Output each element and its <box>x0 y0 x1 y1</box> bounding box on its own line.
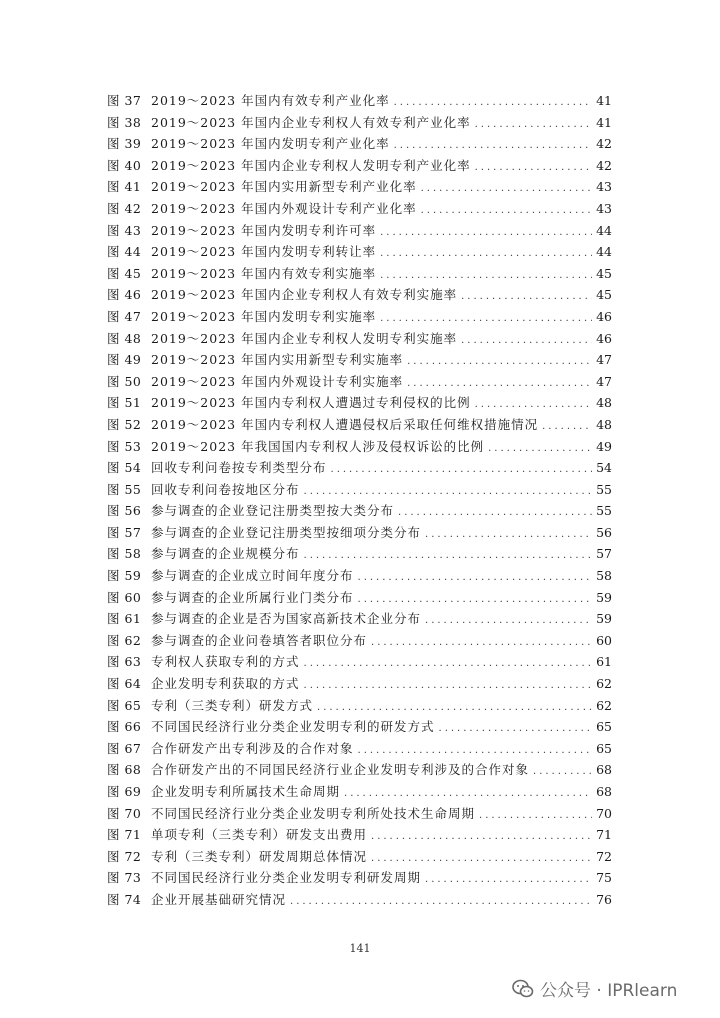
dot-leader <box>394 135 592 157</box>
figure-number: 图 39 <box>107 136 142 152</box>
dot-leader <box>479 805 592 827</box>
toc-entry[interactable] <box>107 241 612 263</box>
dot-leader <box>304 675 593 697</box>
toc-entry[interactable] <box>107 220 612 242</box>
figure-number: 图 49 <box>107 352 142 368</box>
dot-leader <box>475 394 592 416</box>
figure-title: 专利（三类专利）研发周期总体情况 <box>151 848 368 864</box>
toc-entry[interactable] <box>107 90 612 112</box>
figure-title: 参与调查的企业成立时间年度分布 <box>151 568 354 584</box>
dot-leader <box>380 243 592 265</box>
toc-entry[interactable] <box>107 479 612 501</box>
figure-number: 图 40 <box>107 157 142 173</box>
figure-number: 图 53 <box>107 438 142 454</box>
dot-leader <box>461 330 592 352</box>
dot-leader <box>475 157 592 179</box>
figure-title: 2019～2023 年国内有效专利产业化率 <box>151 93 390 108</box>
toc-entry[interactable] <box>107 608 612 630</box>
dot-leader <box>371 826 592 848</box>
page-ref: 62 <box>596 676 612 692</box>
page-ref: 44 <box>596 222 612 238</box>
page-ref: 56 <box>596 524 612 540</box>
figure-number: 图 46 <box>107 287 142 303</box>
page-ref: 72 <box>596 848 612 864</box>
figure-number: 图 72 <box>107 848 142 864</box>
toc-entry[interactable] <box>107 155 612 177</box>
figure-title: 不同国民经济行业分类企业发明专利研发周期 <box>151 870 422 886</box>
figure-title: 参与调查的企业规模分布 <box>151 546 300 562</box>
figure-title: 企业发明专利所属技术生命周期 <box>151 784 341 799</box>
figure-title: 2019～2023 年国内专利权人遭遇侵权后采取任何维权措施情况 <box>151 416 539 432</box>
figure-number: 图 57 <box>107 524 142 540</box>
figure-number: 图 41 <box>107 179 142 195</box>
toc-entry[interactable] <box>107 565 612 587</box>
page-ref: 68 <box>596 762 612 778</box>
dot-leader <box>542 416 592 438</box>
page-ref: 60 <box>596 632 612 648</box>
dot-leader <box>358 567 593 589</box>
page-ref: 55 <box>596 481 612 497</box>
page-ref: 68 <box>596 784 612 799</box>
figure-list <box>107 90 612 911</box>
figure-number: 图 68 <box>107 762 142 778</box>
toc-entry[interactable] <box>107 349 612 371</box>
figure-title: 2019～2023 年国内外观设计专利产业化率 <box>151 200 417 216</box>
dot-leader <box>425 524 592 546</box>
figure-title: 2019～2023 年国内企业专利权人有效专利实施率 <box>151 287 458 303</box>
figure-number: 图 70 <box>107 805 142 821</box>
page-ref: 43 <box>596 179 612 195</box>
figure-number: 图 64 <box>107 676 142 692</box>
toc-entry[interactable] <box>107 284 612 306</box>
page-ref: 47 <box>596 352 612 368</box>
figure-title: 2019～2023 年国内实用新型专利实施率 <box>151 352 404 368</box>
figure-number: 图 58 <box>107 546 142 562</box>
page-ref: 46 <box>596 308 612 324</box>
figure-number: 图 43 <box>107 222 142 238</box>
toc-entry[interactable] <box>107 436 612 458</box>
dot-leader <box>425 610 592 632</box>
dot-leader <box>380 222 592 244</box>
dot-leader <box>371 848 592 870</box>
page-ref: 48 <box>596 416 612 432</box>
toc-entry[interactable] <box>107 738 612 760</box>
toc-entry[interactable] <box>107 803 612 825</box>
dot-leader <box>317 697 592 719</box>
toc-entry[interactable] <box>107 867 612 889</box>
page-ref: 62 <box>596 697 612 713</box>
figure-number: 图 54 <box>107 460 142 476</box>
toc-entry[interactable] <box>107 846 612 868</box>
dot-leader <box>380 308 592 330</box>
figure-number: 图 60 <box>107 589 142 605</box>
page-ref: 48 <box>596 395 612 411</box>
page-ref: 49 <box>596 438 612 454</box>
figure-title: 不同国民经济行业分类企业发明专利的研发方式 <box>151 719 435 735</box>
dot-leader <box>421 178 592 200</box>
figure-title: 专利权人获取专利的方式 <box>151 654 300 670</box>
figure-number: 图 44 <box>107 244 142 260</box>
dot-leader <box>533 761 592 783</box>
toc-entry[interactable] <box>107 112 612 134</box>
figure-number: 图 45 <box>107 265 142 281</box>
figure-title: 2019～2023 年国内企业专利权人发明专利实施率 <box>151 330 458 346</box>
page-ref: 44 <box>596 244 612 260</box>
toc-entry[interactable] <box>107 889 612 911</box>
dot-leader <box>304 481 593 503</box>
page-ref: 59 <box>596 611 612 627</box>
page-ref: 42 <box>596 136 612 152</box>
dot-leader <box>304 653 593 675</box>
page-ref: 55 <box>596 503 612 519</box>
figure-title: 参与调查的企业是否为国家高新技术企业分布 <box>151 611 422 627</box>
page-ref: 42 <box>596 157 612 173</box>
toc-entry[interactable] <box>107 371 612 393</box>
toc-entry[interactable] <box>107 759 612 781</box>
figure-title: 2019～2023 年国内外观设计专利实施率 <box>151 373 404 389</box>
toc-entry[interactable] <box>107 781 612 803</box>
figure-title: 2019～2023 年国内发明专利产业化率 <box>151 136 390 152</box>
page-ref: 41 <box>596 93 612 108</box>
page-ref: 71 <box>596 827 612 843</box>
figure-number: 图 52 <box>107 416 142 432</box>
toc-entry[interactable] <box>107 263 612 285</box>
figure-number: 图 62 <box>107 632 142 648</box>
figure-title: 合作研发产出的不同国民经济行业企业发明专利涉及的合作对象 <box>151 762 530 778</box>
figure-number: 图 73 <box>107 870 142 886</box>
figure-title: 2019～2023 年国内企业专利权人有效专利产业化率 <box>151 114 471 130</box>
figure-title: 2019～2023 年国内实用新型专利产业化率 <box>151 179 417 195</box>
figure-number: 图 56 <box>107 503 142 519</box>
dot-leader <box>407 351 592 373</box>
figure-number: 图 65 <box>107 697 142 713</box>
figure-title: 不同国民经济行业分类企业发明专利所处技术生命周期 <box>151 805 476 821</box>
dot-leader <box>290 891 592 913</box>
figure-number: 图 47 <box>107 308 142 324</box>
page-ref: 45 <box>596 265 612 281</box>
page-ref: 59 <box>596 589 612 605</box>
figure-title: 参与调查的企业登记注册类型按大类分布 <box>151 503 395 519</box>
figure-number: 图 69 <box>107 784 142 799</box>
figure-number: 图 74 <box>107 891 142 907</box>
figure-number: 图 48 <box>107 330 142 346</box>
figure-title: 2019～2023 年国内有效专利实施率 <box>151 265 377 281</box>
figure-title: 参与调查的企业登记注册类型按细项分类分布 <box>151 524 422 540</box>
figure-number: 图 63 <box>107 654 142 670</box>
toc-entry[interactable] <box>107 328 612 350</box>
page-ref: 75 <box>596 870 612 886</box>
figure-number: 图 51 <box>107 395 142 411</box>
dot-leader <box>331 459 593 481</box>
figure-number: 图 42 <box>107 200 142 216</box>
toc-entry[interactable] <box>107 824 612 846</box>
toc-entry[interactable] <box>107 522 612 544</box>
toc-entry[interactable] <box>107 543 612 565</box>
toc-entry[interactable] <box>107 414 612 436</box>
figure-number: 图 71 <box>107 827 142 843</box>
dot-leader <box>475 114 592 136</box>
figure-title: 回收专利问卷按地区分布 <box>151 481 300 497</box>
toc-entry[interactable] <box>107 587 612 609</box>
dot-leader <box>407 373 592 395</box>
figure-title: 2019～2023 年国内发明专利许可率 <box>151 222 377 238</box>
figure-title: 回收专利问卷按专利类型分布 <box>151 460 327 476</box>
toc-entry[interactable] <box>107 133 612 155</box>
page-ref: 61 <box>596 654 612 670</box>
figure-number: 图 67 <box>107 740 142 756</box>
figure-title: 单项专利（三类专利）研发支出费用 <box>151 827 368 843</box>
figure-number: 图 61 <box>107 611 142 627</box>
dot-leader <box>358 589 593 611</box>
figure-number: 图 66 <box>107 719 142 735</box>
page-ref: 65 <box>596 719 612 735</box>
toc-entry[interactable] <box>107 651 612 673</box>
dot-leader <box>371 632 592 654</box>
page-ref: 43 <box>596 200 612 216</box>
figure-title: 企业开展基础研究情况 <box>151 891 287 907</box>
figure-title: 2019～2023 年我国国内专利权人涉及侵权诉讼的比例 <box>151 438 485 454</box>
figure-number: 图 38 <box>107 114 142 130</box>
figure-title: 参与调查的企业问卷填答者职位分布 <box>151 632 368 648</box>
figure-number: 图 55 <box>107 481 142 497</box>
dot-leader <box>344 783 592 805</box>
page-ref: 58 <box>596 568 612 584</box>
dot-leader <box>421 200 592 222</box>
dot-leader <box>358 740 593 762</box>
toc-entry[interactable] <box>107 176 612 198</box>
page-number: 141 <box>349 942 371 955</box>
page-ref: 70 <box>596 805 612 821</box>
figure-title: 2019～2023 年国内发明专利实施率 <box>151 308 377 324</box>
figure-title: 2019～2023 年国内发明专利转让率 <box>151 244 377 260</box>
figure-number: 图 59 <box>107 568 142 584</box>
figure-title: 2019～2023 年国内专利权人遭遇过专利侵权的比例 <box>151 395 471 411</box>
dot-leader <box>461 286 592 308</box>
page-ref: 47 <box>596 373 612 389</box>
page-ref: 54 <box>596 460 612 476</box>
wechat-icon <box>512 979 534 999</box>
figure-title: 参与调查的企业所属行业门类分布 <box>151 589 354 605</box>
figure-title: 2019～2023 年国内企业专利权人发明专利产业化率 <box>151 157 471 173</box>
toc-entry[interactable] <box>107 673 612 695</box>
toc-entry[interactable] <box>107 306 612 328</box>
figure-number: 图 50 <box>107 373 142 389</box>
toc-entry[interactable] <box>107 630 612 652</box>
dot-leader <box>398 502 592 524</box>
figure-title: 专利（三类专利）研发方式 <box>151 697 314 713</box>
figure-title: 合作研发产出专利涉及的合作对象 <box>151 740 354 756</box>
dot-leader <box>380 265 592 287</box>
page-ref: 76 <box>596 891 612 907</box>
toc-entry[interactable] <box>107 198 612 220</box>
watermark-text: 公众号 · IPRlearn <box>540 981 678 1001</box>
toc-entry[interactable] <box>107 695 612 717</box>
page-ref: 46 <box>596 330 612 346</box>
dot-leader <box>304 545 593 567</box>
page-ref: 45 <box>596 287 612 303</box>
page-ref: 41 <box>596 114 612 130</box>
dot-leader <box>394 92 592 114</box>
dot-leader <box>425 869 592 891</box>
toc-entry[interactable] <box>107 500 612 522</box>
dot-leader <box>439 718 593 740</box>
figure-title: 企业发明专利获取的方式 <box>151 676 300 692</box>
dot-leader <box>488 438 592 460</box>
page-ref: 65 <box>596 740 612 756</box>
toc-entry[interactable] <box>107 392 612 414</box>
figure-number: 图 37 <box>107 93 142 108</box>
toc-entry[interactable] <box>107 457 612 479</box>
toc-entry[interactable] <box>107 716 612 738</box>
page-ref: 57 <box>596 546 612 562</box>
watermark <box>512 976 677 1001</box>
